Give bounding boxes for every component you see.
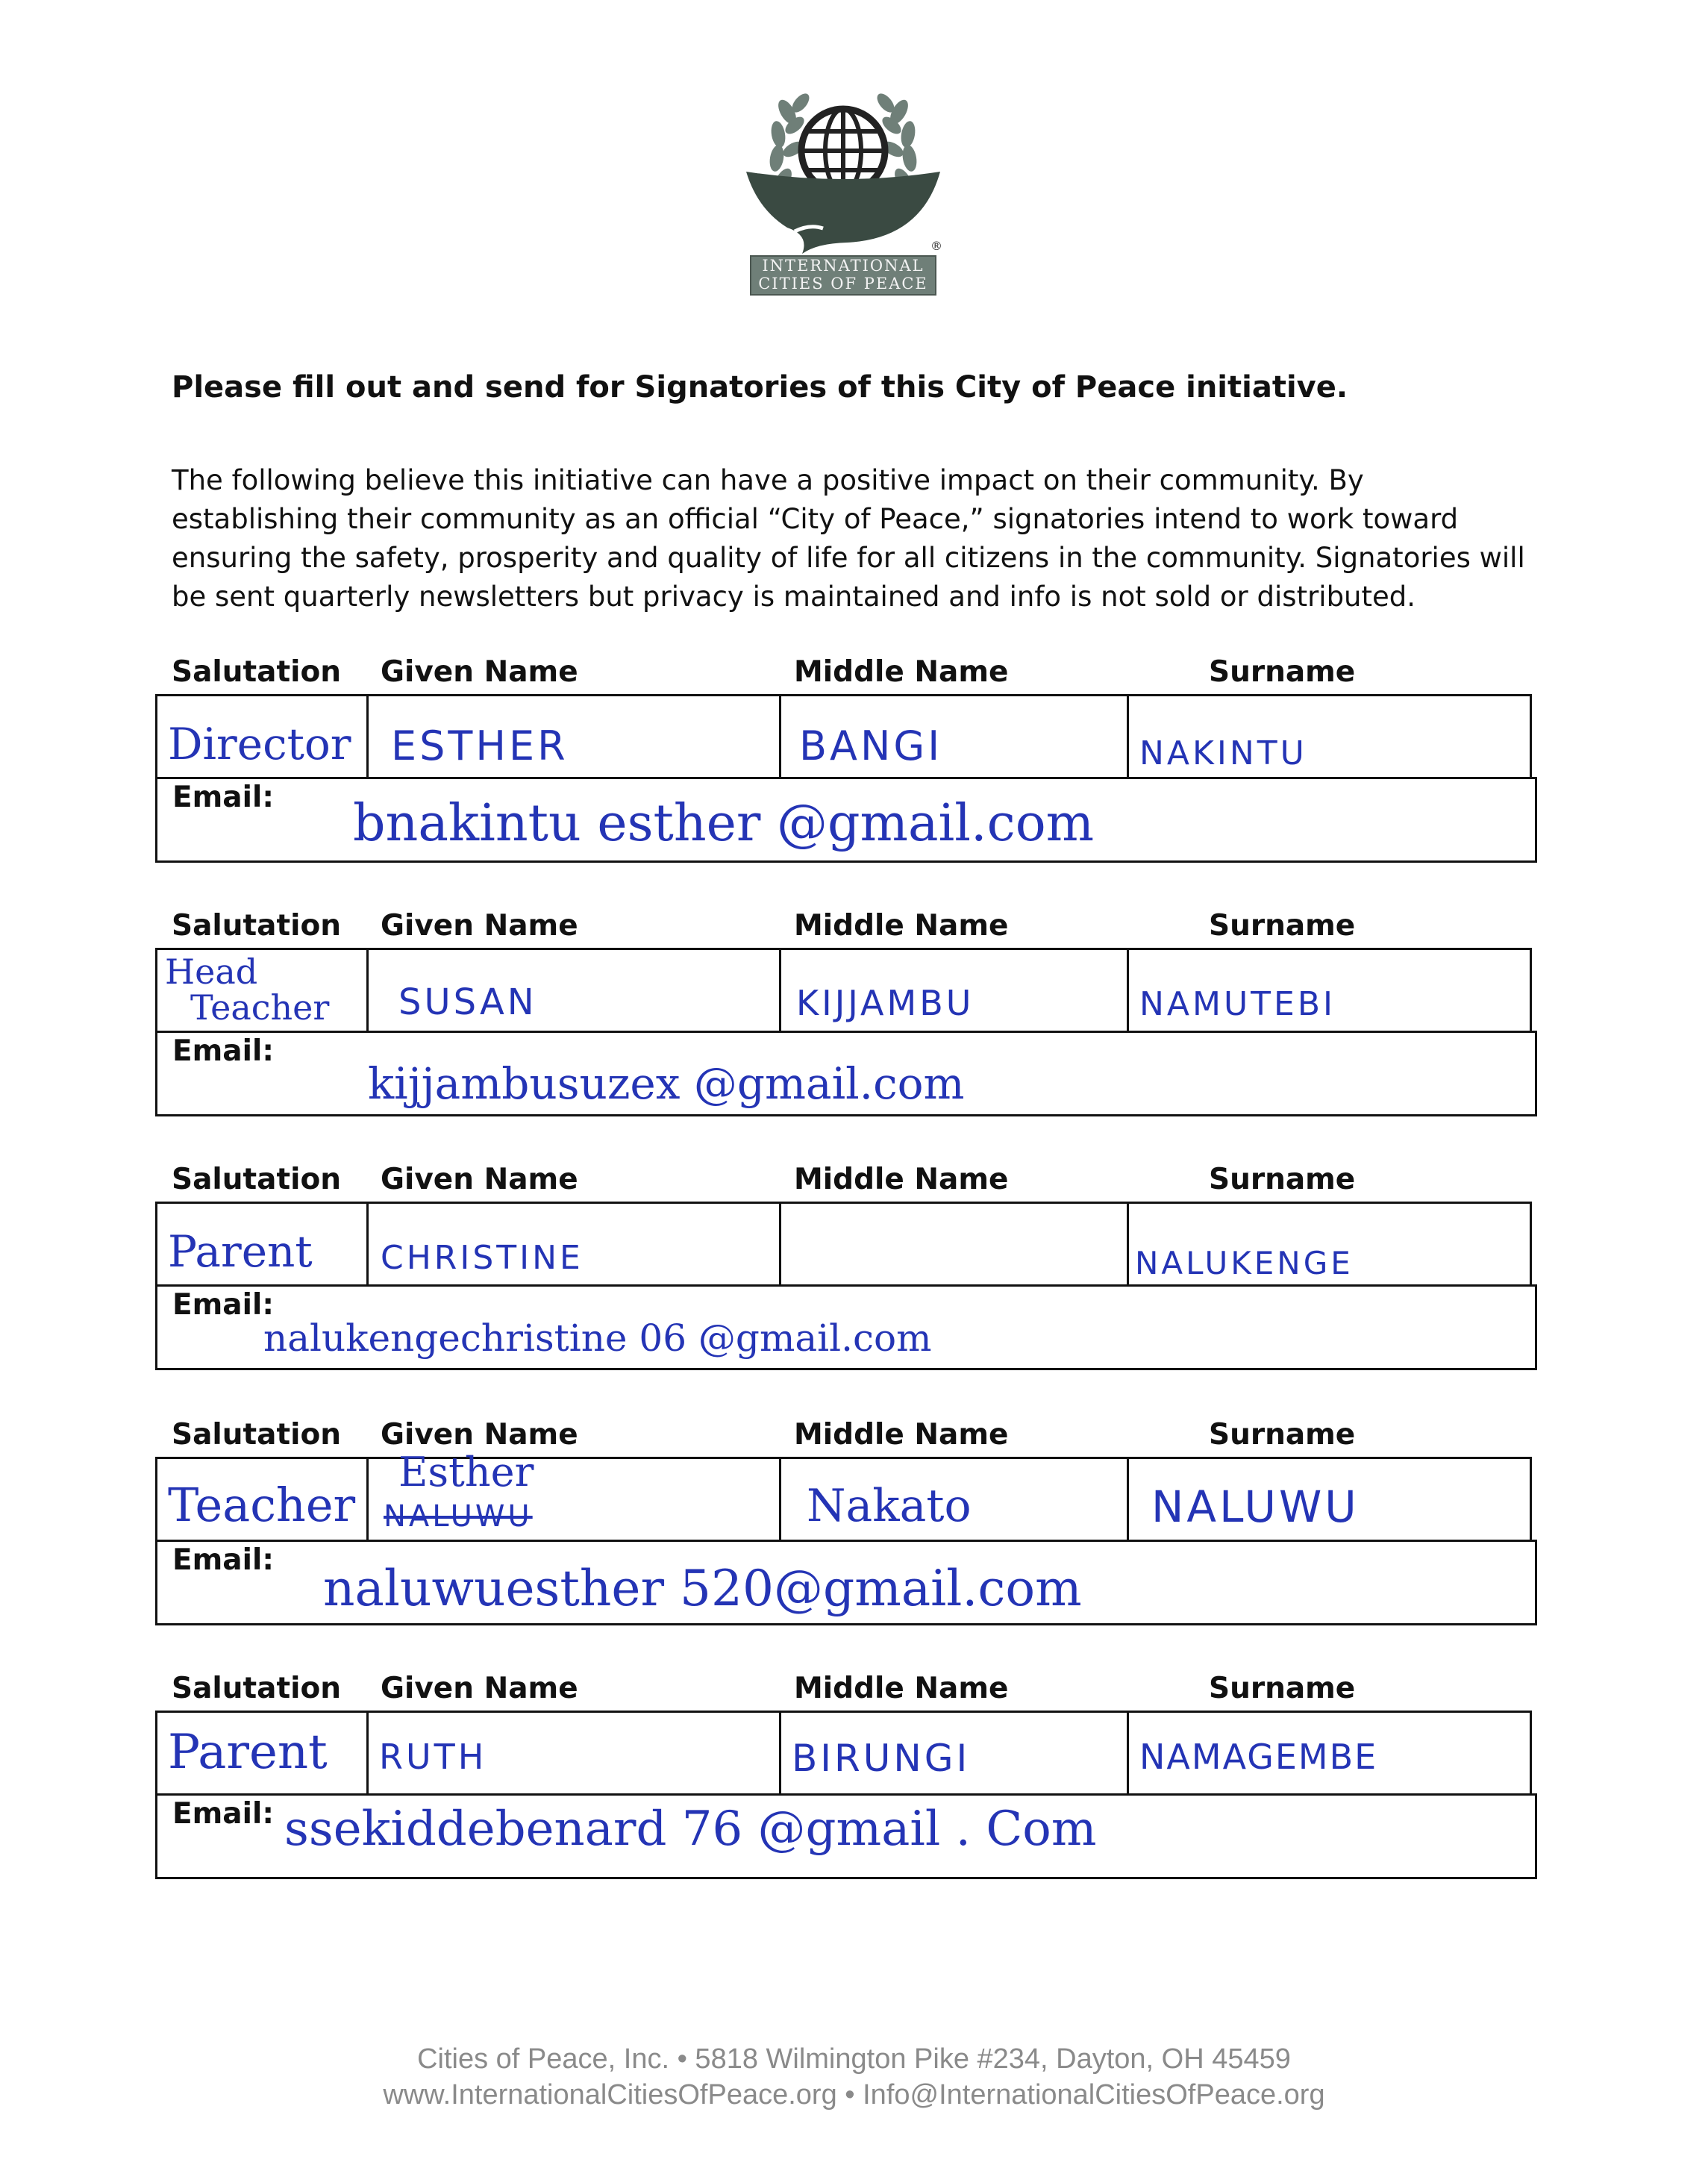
salutation-header: Salutation	[172, 1418, 342, 1452]
name-row	[155, 1202, 1532, 1287]
intro-line: The following believe this initiative can have a positive impact on their community. By	[172, 464, 1364, 496]
email-field[interactable]	[155, 1284, 1537, 1370]
middle-name-field[interactable]	[781, 696, 1129, 777]
salutation-value-line1: Head	[165, 952, 258, 992]
salutation-value: Parent	[168, 1226, 313, 1277]
given-name-field[interactable]	[369, 1449, 781, 1540]
intro-line: establishing their community as an official “City of Peace,” signatories intend to work toward	[172, 503, 1459, 535]
given-name-value: Esther	[398, 1449, 534, 1496]
given-name-value: RUTH	[379, 1737, 487, 1777]
surname-header: Surname	[1209, 1672, 1356, 1705]
salutation-field[interactable]	[157, 1459, 369, 1540]
surname-field[interactable]	[1129, 1713, 1532, 1793]
given-name-field[interactable]	[369, 1204, 781, 1284]
given-name-value: CHRISTINE	[381, 1239, 584, 1277]
surname-header: Surname	[1209, 1418, 1356, 1452]
given-name-field[interactable]	[369, 950, 781, 1031]
middle-name-value: BANGI	[799, 722, 943, 769]
salutation-value: Director	[168, 719, 351, 769]
middle-name-header: Middle Name	[794, 1418, 1009, 1452]
signatory-entry-5	[155, 1672, 1537, 1911]
salutation-header: Salutation	[172, 909, 342, 943]
surname-field[interactable]	[1129, 1459, 1532, 1540]
salutation-value-line2: Teacher	[190, 987, 330, 1028]
email-field[interactable]	[155, 1031, 1537, 1116]
intro-line: be sent quarterly newsletters but privacy is maintained and info is not sold or distributed.	[172, 581, 1416, 613]
salutation-value: Parent	[168, 1725, 328, 1780]
registered-mark: ®	[930, 239, 942, 253]
given-name-header: Given Name	[381, 655, 578, 689]
given-name-header: Given Name	[381, 1418, 578, 1452]
middle-name-value: BIRUNGI	[792, 1737, 971, 1780]
email-label: Email:	[172, 1034, 274, 1068]
email-label: Email:	[172, 781, 274, 814]
name-row	[155, 1711, 1532, 1796]
salutation-field[interactable]	[157, 1713, 369, 1793]
email-value: naluwuesther 520@gmail.com	[323, 1560, 1082, 1617]
surname-header: Surname	[1209, 1163, 1356, 1196]
email-value: kijjambusuzex @gmail.com	[368, 1058, 965, 1109]
given-name-field[interactable]	[369, 696, 781, 777]
middle-name-value: KIJJAMBU	[796, 983, 975, 1023]
surname-value: NAMUTEBI	[1139, 985, 1336, 1023]
middle-name-header: Middle Name	[794, 909, 1009, 943]
given-name-header: Given Name	[381, 909, 578, 943]
page-heading: Please fill out and send for Signatories of this City of Peace initiative.	[172, 370, 1348, 404]
middle-name-header: Middle Name	[794, 1672, 1009, 1705]
email-label: Email:	[172, 1797, 274, 1831]
logo-name-line1: INTERNATIONAL	[762, 257, 925, 275]
salutation-field[interactable]	[157, 950, 369, 1031]
surname-value: NALUKENGE	[1135, 1245, 1354, 1281]
logo-name-line2: CITIES OF PEACE	[758, 275, 928, 293]
surname-field[interactable]	[1129, 1204, 1532, 1284]
salutation-header: Salutation	[172, 1672, 342, 1705]
signatory-entry-4	[155, 1418, 1537, 1657]
given-name-field[interactable]	[369, 1713, 781, 1793]
email-label: Email:	[172, 1543, 274, 1577]
middle-name-field[interactable]	[781, 1459, 1129, 1540]
name-row	[155, 1449, 1532, 1542]
email-field[interactable]	[155, 1793, 1537, 1879]
surname-value: NAKINTU	[1139, 734, 1307, 772]
middle-name-field[interactable]	[781, 950, 1129, 1031]
salutation-value: Teacher	[168, 1478, 356, 1532]
email-value: ssekiddebenard 76 @gmail . Com	[284, 1802, 1097, 1857]
globe-laurel-dove-icon	[735, 82, 951, 257]
logo-name-plate	[750, 255, 936, 296]
email-field[interactable]	[155, 777, 1537, 863]
surname-field[interactable]	[1129, 696, 1532, 777]
email-value: bnakintu esther @gmail.com	[353, 794, 1095, 853]
signatory-entry-3	[155, 1163, 1537, 1402]
given-name-value: ESTHER	[391, 722, 569, 769]
salutation-field[interactable]	[157, 696, 369, 777]
surname-header: Surname	[1209, 655, 1356, 689]
given-name-value: SUSAN	[398, 981, 537, 1023]
salutation-field[interactable]	[157, 1204, 369, 1284]
surname-value: NAMAGEMBE	[1139, 1737, 1378, 1777]
given-name-struck-value: NALUWU	[384, 1499, 533, 1534]
email-value: nalukengechristine 06 @gmail.com	[263, 1316, 932, 1360]
surname-header: Surname	[1209, 909, 1356, 943]
given-name-header: Given Name	[381, 1672, 578, 1705]
surname-field[interactable]	[1129, 950, 1532, 1031]
name-row	[155, 948, 1532, 1033]
middle-name-value: Nakato	[807, 1480, 972, 1532]
intro-paragraph	[172, 461, 1530, 616]
intro-line: ensuring the safety, prosperity and quality of life for all citizens in the community. Signatories will	[172, 542, 1525, 574]
signatory-entry-2	[155, 909, 1537, 1148]
name-row	[155, 694, 1532, 779]
organization-logo	[735, 82, 951, 306]
salutation-header: Salutation	[172, 1163, 342, 1196]
middle-name-header: Middle Name	[794, 655, 1009, 689]
middle-name-header: Middle Name	[794, 1163, 1009, 1196]
footer-address: Cities of Peace, Inc. • 5818 Wilmington Pike #234, Dayton, OH 45459	[417, 2043, 1291, 2075]
given-name-header: Given Name	[381, 1163, 578, 1196]
middle-name-field[interactable]	[781, 1713, 1129, 1793]
email-label: Email:	[172, 1288, 274, 1322]
salutation-header: Salutation	[172, 655, 342, 689]
surname-value: NALUWU	[1151, 1481, 1360, 1532]
signatory-entry-1	[155, 655, 1537, 894]
email-field[interactable]	[155, 1540, 1537, 1625]
footer-contact: www.InternationalCitiesOfPeace.org • Info@InternationalCitiesOfPeace.org	[383, 2079, 1325, 2111]
middle-name-field[interactable]	[781, 1204, 1129, 1284]
